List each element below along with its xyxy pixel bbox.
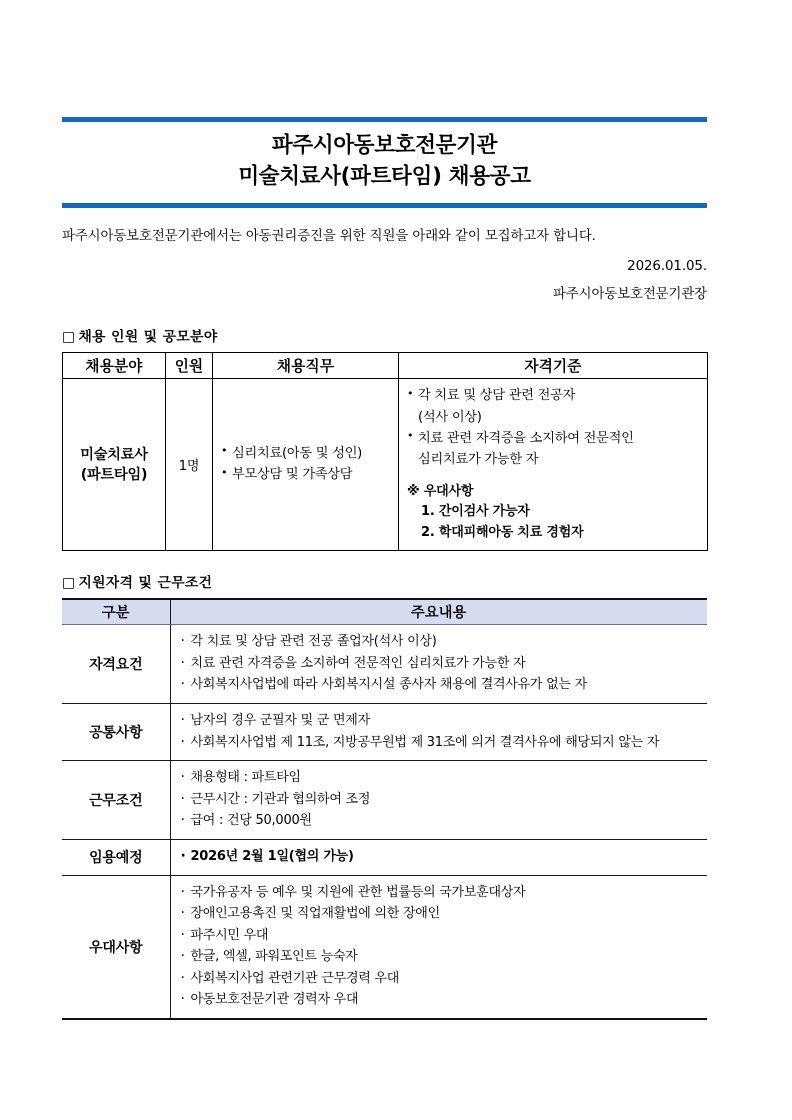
list-item: · 2026년 2월 1일(협의 가능) — [180, 846, 700, 868]
signer-name: 파주시아동보호전문기관장 — [552, 287, 707, 303]
table-header-row — [62, 599, 707, 625]
list-item: · 파주시민 우대 — [180, 925, 700, 947]
header-rule-bottom — [62, 203, 707, 208]
preference-note-item: 2. 학대피해아동 치료 경험자 — [421, 524, 584, 540]
row-content-qualification — [170, 625, 707, 704]
row-label-common: 공통사항 — [62, 704, 170, 761]
list-item: · 장애인고용촉진 및 직업재활법에 의한 장애인 — [180, 903, 700, 925]
document-page — [62, 0, 707, 1020]
list-item — [407, 385, 700, 428]
recruitment-table — [62, 352, 708, 551]
list-item: · 채용형태 : 파트타임 — [180, 767, 700, 789]
col-header-field: 채용분야 — [63, 353, 166, 379]
qualification-text: 치료 관련 자격증을 소지하여 전문적인 — [418, 430, 634, 446]
title-line-2: 미술치료사(파트타임) 채용공고 — [238, 163, 531, 189]
title-line-1: 파주시아동보호전문기관 — [271, 133, 498, 158]
list-item: · 각 치료 및 상담 관련 전공 졸업자(석사 이상) — [180, 631, 700, 653]
qualification-text: 각 치료 및 상담 관련 전공자 — [418, 388, 576, 404]
eligibility-table — [62, 598, 707, 1020]
duties-list — [221, 443, 391, 486]
list-item: · 한글, 엑셀, 파워포인트 능숙자 — [180, 946, 700, 968]
list-item: · 사회복지사업 관련기관 근무경력 우대 — [180, 968, 700, 990]
list-item — [407, 428, 700, 471]
list-item: · 남자의 경우 군필자 및 군 면제자 — [180, 710, 700, 732]
detail-list — [180, 767, 700, 832]
table-row — [62, 704, 707, 761]
intro-paragraph: 파주시아동보호전문기관에서는 아동권리증진을 위한 직원을 아래와 같이 모집하고자 합니다. — [62, 228, 596, 244]
row-label-conditions: 근무조건 — [62, 761, 170, 840]
row-label-appointment: 임용예정 — [62, 839, 170, 875]
cell-field — [63, 379, 166, 551]
col-header-count: 인원 — [166, 353, 213, 379]
field-name-sub: (파트타임) — [80, 466, 148, 483]
col-header-details: 주요내용 — [170, 599, 707, 625]
table-header-row — [63, 353, 708, 379]
list-item: · 급여 : 건당 50,000원 — [180, 810, 700, 832]
list-item: · 치료 관련 자격증을 소지하여 전문적인 심리치료가 가능한 자 — [180, 653, 700, 675]
col-header-category: 구분 — [62, 599, 170, 625]
announcement-date: 2026.01.05. — [627, 259, 707, 275]
document-title — [62, 122, 707, 199]
cell-duties — [213, 379, 399, 551]
field-name: 미술치료사 — [80, 446, 148, 463]
row-label-preference: 우대사항 — [62, 875, 170, 1019]
section2-heading-label: 지원자격 및 근무조건 — [78, 575, 213, 592]
detail-list — [180, 631, 700, 696]
list-item: · 국가유공자 등 예우 및 지원에 관한 법률등의 국가보훈대상자 — [180, 882, 700, 904]
square-bullet-icon: □ — [62, 575, 76, 592]
list-item: • 부모상담 및 가족상담 — [221, 464, 391, 485]
preference-note — [407, 482, 700, 544]
section1-heading-label: 채용 인원 및 공모분야 — [78, 329, 218, 346]
preference-note-title: ※ 우대사항 — [407, 483, 474, 499]
list-item: · 아동보호전문기관 경력자 우대 — [180, 989, 700, 1011]
table-row — [62, 875, 707, 1019]
preference-note-item: 1. 간이검사 가능자 — [421, 504, 530, 520]
list-item: · 사회복지사업법에 따라 사회복지시설 종사자 채용에 결격사유가 없는 자 — [180, 674, 700, 696]
row-content-conditions — [170, 761, 707, 840]
qualification-list — [407, 385, 700, 471]
row-content-preference — [170, 875, 707, 1019]
section-heading-recruitment — [62, 325, 707, 345]
detail-list — [180, 710, 700, 753]
qualification-text-cont: 심리치료가 가능한 자 — [418, 452, 539, 468]
detail-list — [180, 846, 700, 868]
table-row — [63, 379, 708, 551]
row-label-qualification: 자격요건 — [62, 625, 170, 704]
table-row — [62, 625, 707, 704]
cell-qualification — [399, 379, 708, 551]
table-row — [62, 761, 707, 840]
square-bullet-icon: □ — [62, 329, 76, 346]
section-heading-eligibility — [62, 571, 707, 591]
list-item: · 근무시간 : 기관과 협의하여 조정 — [180, 789, 700, 811]
detail-list — [180, 882, 700, 1011]
row-content-appointment — [170, 839, 707, 875]
list-item: · 사회복지사업법 제 11조, 지방공무원법 제 31조에 의거 결격사유에 해당되지 않는 자 — [180, 732, 700, 754]
col-header-qualification: 자격기준 — [399, 353, 708, 379]
qualification-text-cont: (석사 이상) — [418, 409, 482, 425]
col-header-duties: 채용직무 — [213, 353, 399, 379]
list-item: • 심리치료(아동 및 성인) — [221, 443, 391, 464]
cell-count: 1명 — [166, 379, 213, 551]
table-row — [62, 839, 707, 875]
row-content-common — [170, 704, 707, 761]
